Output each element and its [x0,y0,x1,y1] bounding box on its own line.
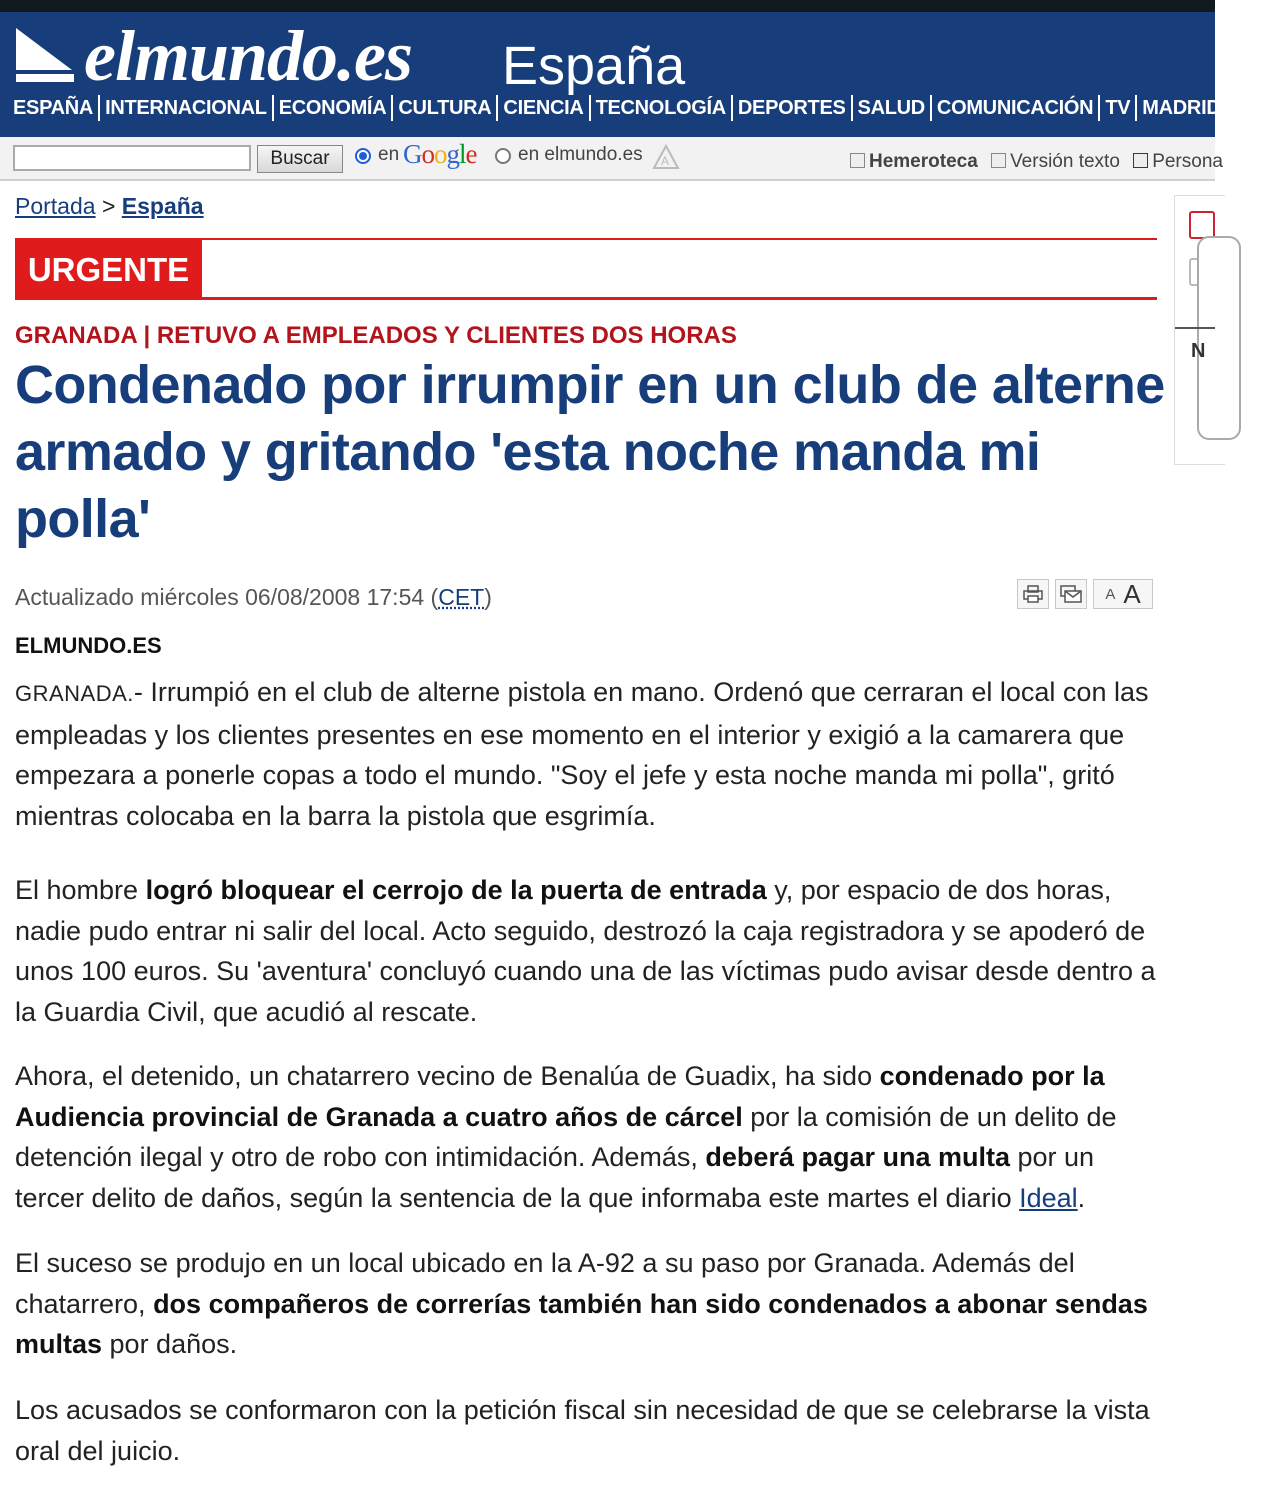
print-icon [1023,585,1043,603]
article-headline: Condenado por irrumpir en un club de alterne armado y gritando 'esta noche manda mi polla' [15,355,1165,549]
nav-item-comunicacion[interactable]: COMUNICACIÓN [932,95,1100,121]
top-strip [0,0,1215,12]
article-paragraph-3 [15,1056,1165,1218]
utility-links [850,151,1223,173]
font-decrease-button[interactable]: A [1105,585,1116,603]
google-logo: Google [403,139,477,169]
email-button[interactable] [1055,579,1087,609]
text-version-link[interactable]: Versión texto [1010,151,1120,172]
search-site-radio[interactable] [495,148,511,164]
text-version-icon [991,153,1006,168]
updated-close: ) [484,584,492,610]
paragraph-2-highlight: logró bloquear el cerrojo de la puerta de entrada [145,875,767,905]
search-button[interactable]: Buscar [257,145,343,173]
nav-item-ciencia[interactable]: CIENCIA [498,95,590,121]
search-site-logo-icon [651,144,681,170]
article-updated [15,584,492,611]
print-button[interactable] [1017,579,1049,609]
paragraph-4-text-b: por daños. [102,1329,238,1359]
nav-item-bcn[interactable]: BCN [1227,95,1281,121]
paragraph-4-highlight: dos compañeros de correrías también han sido condenados a abonar sendas multas [15,1288,1148,1359]
paragraph-4-text-a: El suceso se produjo en un local ubicado en la A-92 a su paso por Granada. Además del chatarrero, [15,1248,1075,1319]
logo-sail-icon [12,26,76,84]
breadcrumb [15,193,204,220]
hemeroteca-icon [850,153,865,168]
breadcrumb-home-link[interactable]: Portada [15,193,96,219]
personalize-icon [1133,153,1148,168]
nav-item-tecnologia[interactable]: TECNOLOGÍA [591,95,733,121]
widget-divider [1175,327,1215,329]
nav-item-tv[interactable]: TV [1100,95,1137,121]
search-site-label: en elmundo.es [518,144,643,165]
paragraph-3-highlight-b: deberá pagar una multa [705,1142,1011,1172]
paragraph-3-text-a: Ahora, el detenido, un chatarrero vecino de Benalúa de Guadix, ha sido [15,1061,880,1091]
urgent-badge: URGENTE [15,240,202,300]
widget-tooltip-bubble [1197,236,1241,440]
nav-item-madrid[interactable]: MADRID [1137,95,1227,121]
right-side-widget [1174,195,1225,465]
widget-heading-letter: N [1191,340,1206,362]
nav-item-salud[interactable]: SALUD [853,95,932,121]
timezone-abbr[interactable]: CET [438,584,485,610]
updated-text: Actualizado miércoles 06/08/2008 17:54 ( [15,584,439,610]
nav-item-internacional[interactable]: INTERNACIONAL [100,95,274,121]
breadcrumb-current-link[interactable]: España [121,193,204,219]
widget-rss-icon[interactable] [1189,211,1215,239]
site-header [0,12,1275,137]
article-paragraph-5: Los acusados se conformaron con la petición fiscal sin necesidad de que se celebrarse la vista oral del juicio. [15,1395,1150,1466]
nav-item-economia[interactable]: ECONOMÍA [274,95,394,121]
paragraph-2-text-a: El hombre [15,875,146,905]
ideal-link[interactable]: Ideal [1019,1182,1078,1213]
logo-wordmark: elmundo.es [84,16,413,96]
article-byline: ELMUNDO.ES [15,633,162,658]
paragraph-1-text: - Irrumpió en el club de alterne pistola en mano. Ordenó que cerraran el local con las empleadas y los clientes presentes en ese momento en el interior y exigió a la camarera que empezara a ponerle copas a todo el mundo. "Soy el jefe y esta noche manda mi polla", gritó mientras colocaba en la barra la pistola que esgrimía. [15,677,1149,831]
urgent-rule-bottom [15,297,1157,300]
paragraph-3-end: . [1077,1182,1086,1213]
paragraph-3-text-c: por un tercer delito de daños, según la sentencia de la que informaba este martes el diario [15,1142,1095,1213]
main-nav [0,92,1282,124]
nav-item-cultura[interactable]: CULTURA [393,95,498,121]
paragraph-3-text-b: por la comisión de un delito de detención ilegal y otro de robo con intimidación. Además, [15,1101,1117,1172]
breadcrumb-separator: > [101,193,116,219]
email-icon [1060,585,1082,603]
paragraph-3-highlight-a: condenado por la Audiencia provincial de Granada a cuatro años de cárcel [15,1061,1105,1132]
paragraph-2-text-b: y, por espacio de dos horas, nadie pudo entrar ni salir del local. Acto seguido, destrozó la caja registradora y se apoderó de unos 100 euros. Su 'aventura' concluyó cuando una de las víctimas pudo avisar desde dentro a la Guardia Civil, que acudió al rescate. [15,875,1156,1027]
section-title: España [502,36,686,96]
article-paragraph-4 [15,1243,1165,1365]
search-google-label: en [378,144,400,165]
search-bar [0,137,1223,181]
nav-item-espana[interactable]: ESPAÑA [0,95,100,121]
svg-text:A: A [661,154,670,168]
article-paragraph-2 [15,870,1165,1032]
personalize-link[interactable]: Persona [1152,151,1223,172]
search-input[interactable] [13,145,251,171]
article-tools [1017,579,1153,609]
article-kicker: GRANADA | RETUVO A EMPLEADOS Y CLIENTES DOS HORAS [15,322,737,349]
nav-item-deportes[interactable]: DEPORTES [733,95,853,121]
article-paragraph-1 [15,672,1165,836]
dateline-city: GRANADA. [15,681,134,706]
search-google-radio[interactable] [355,148,371,164]
font-size-controls [1093,579,1153,609]
font-increase-button[interactable]: A [1123,578,1141,609]
hemeroteca-link[interactable]: Hemeroteca [869,151,978,172]
